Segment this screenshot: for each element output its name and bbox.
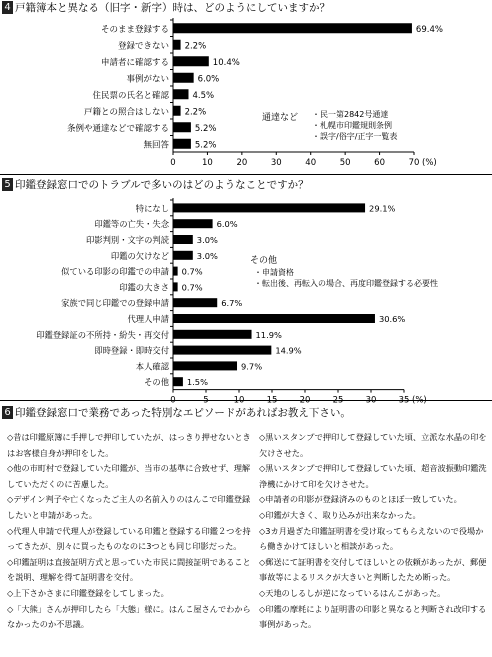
episode-item: ◇代理人申請で代理人が登録している印鑑と登録する印鑑２つを持ってきたが、別々に買ったものなのに3つとも同じ印影だった。 [7,525,251,552]
category-label: 登録できない [117,41,169,52]
bar [173,40,181,50]
divider [0,400,492,401]
category-label: 印鑑の欠けなど [110,250,169,261]
x-tick-label: 60 [374,158,385,168]
data-label: 4.5% [192,90,215,101]
episode-item: ◇印鑑が大きく、取り込みが出来なかった。 [259,509,421,520]
data-label: 29.1% [369,203,396,214]
bar [173,282,178,291]
x-tick-label: 10 [202,158,213,168]
x-tick-label: 10 [233,395,245,406]
x-tick-label: 20 [236,158,248,168]
x-tick-label: 0 [170,395,176,406]
category-label: 本人確認 [135,361,169,372]
category-label: 特になし [135,203,169,214]
episode-item: ◇昔は印鑑原簿に手押しで押印していたが、はっきり押せないときはお客様自身が押印をした。 [7,432,251,458]
episode-item: ◇他の市町村で登録していた印鑑が、当市の基準に合致せず、理解していただくのに苦慮した。 [7,463,251,489]
x-tick-label: 25 [332,395,344,406]
episode-item: ◇天地のしるしが逆になっているはんこがあった。 [259,587,446,598]
section6-title: 印鑑登録窓口で業務であった特別なエピソードがあればお教え下さい。 [15,407,351,419]
section6-heading [2,406,351,420]
bar [173,139,191,149]
bar [173,298,217,307]
episode-item: ◇郵送にて証明書を交付してほしいとの依頼があったが、郵便事故等によるリスクが大きいと判断したため断った。 [259,556,487,583]
chart-q4 [0,16,492,178]
bar [173,235,193,244]
category-label: 無回答 [143,140,169,151]
data-label: 6.0% [216,219,238,230]
episode-item: ◇印鑑証明は直接証明方式と思っていた市民に間接証明であることを説明、理解を得て証明書を交付。 [7,556,251,583]
x-tick-label: 30 [365,395,377,406]
data-label: 6.0% [197,74,220,85]
section5-heading [2,178,309,192]
bar [173,346,271,355]
x-unit-label: (%) [412,395,427,406]
bar [173,106,181,116]
bar [173,377,183,386]
section4-number: 4 [2,1,13,14]
bar [173,89,188,99]
section5-note-heading: その他 [250,256,278,266]
chart-q5 [0,194,492,406]
data-label: 0.7% [181,282,203,293]
episodes-right-column [259,430,489,633]
data-label: 2.2% [184,107,207,118]
x-tick-label: 50 [339,158,351,168]
episode-item: ◇「大熊」さんが押印したら「大態」様に。はんこ屋さんでわからなかったのか不思議。 [7,603,251,630]
episodes-left-column [7,430,252,633]
bar [173,314,375,323]
bar [173,23,412,33]
section4-title: 戸籍簿本と異なる（旧字・新字）時は、どのようにしていますか？ [15,2,330,14]
episode-item: ◇黒いスタンプで押印して登録していた頃、超音波振動印鑑洗浄機にかけて印を欠けさせた。 [259,463,487,489]
data-label: 14.9% [275,345,302,356]
category-label: 住民票の氏名と確認 [92,90,169,101]
data-label: 9.7% [241,361,263,372]
episode-item: ◇黒いスタンプで押印して登録していた頃、立派な水晶の印を欠けさせた。 [259,432,487,458]
category-label: そのまま登録する [100,24,169,35]
data-label: 2.2% [184,41,207,52]
episode-item: ◇印鑑の摩耗により証明書の印影と異なると判断され改印する事例があった。 [259,603,487,630]
data-label: 5.2% [194,140,217,151]
x-tick-label: 70 [408,158,420,168]
data-label: 30.6% [378,314,406,324]
section4-note-item: ・民一第2842号通達 [312,110,389,119]
divider [0,174,492,175]
section4-note-item: ・誤字/俗字/正字一覧表 [312,132,398,141]
section6-number: 6 [2,406,13,419]
category-label: 戸籍との照合はしない [83,107,169,118]
data-label: 69.4% [415,24,443,35]
category-label: 似ている印影の印鑑での申請 [61,266,169,277]
section5-note-item: ・転出後、再転入の場合、再度印鑑登録する必要性 [254,279,438,288]
data-label: 3.0% [196,235,218,245]
x-unit-label: (%) [422,158,437,168]
category-label: 印影判別・文字の判読 [86,235,169,245]
category-label: 印鑑等の亡失・失念 [94,219,169,230]
data-label: 5.2% [194,123,217,134]
x-tick-label: 0 [170,158,176,168]
category-label: 家族で同じ印鑑での登録申請 [61,298,169,309]
bar [173,203,365,212]
bar [173,122,191,132]
section4-note-heading: 通達など [262,113,299,123]
category-label: 代理人申請 [127,314,169,324]
data-label: 3.0% [196,250,218,261]
x-tick-label: 5 [203,395,209,406]
category-label: 条例や通達などで確認する [66,123,169,134]
data-label: 6.7% [221,298,243,309]
data-label: 0.7% [181,266,203,277]
category-label: 印鑑登録証の不所持・紛失・再交付 [36,329,169,340]
episode-item: ◇デザイン判子や亡くなったご主人の名前入りのはんこで印鑑登録したいと申請があった。 [7,494,251,520]
section5-note-item: ・申請資格 [254,268,294,277]
category-label: その他 [144,377,169,388]
bar [173,73,194,83]
section4-note-item: ・札幌市印鑑規則条例 [312,121,392,130]
category-label: 事例がない [126,74,169,85]
category-label: 申請者に確認する [100,57,169,68]
section4-heading [2,1,330,15]
x-tick-label: 20 [299,395,311,406]
x-tick-label: 15 [266,395,278,406]
section5-title: 印鑑登録窓口でのトラブルで多いのはどのようなことですか？ [15,179,309,191]
bar [173,219,213,228]
data-label: 11.9% [255,329,282,340]
section5-note [250,256,438,289]
category-label: 即時登録・即時交付 [94,345,169,356]
bar [173,267,178,276]
episode-item: ◇上下さかさまに印鑑登録をしてしまった。 [7,587,169,598]
bar [173,251,193,260]
bar [173,361,237,370]
data-label: 1.5% [186,377,208,388]
section5-number: 5 [2,178,13,191]
bar [173,330,252,339]
x-tick-label: 35 [398,395,410,406]
episode-item: ◇申請者の印影が登録済みのものとほぼ一致していた。 [259,494,462,505]
category-label: 印鑑の大きさ [119,282,169,293]
x-tick-label: 30 [270,158,282,168]
data-label: 10.4% [212,57,240,68]
bar [173,56,209,66]
episode-item: ◇3カ月過ぎた印鑑証明書を受け取ってもらえないので役場から働きかけてほしいと相談があった。 [259,525,484,552]
x-tick-label: 40 [305,158,317,168]
